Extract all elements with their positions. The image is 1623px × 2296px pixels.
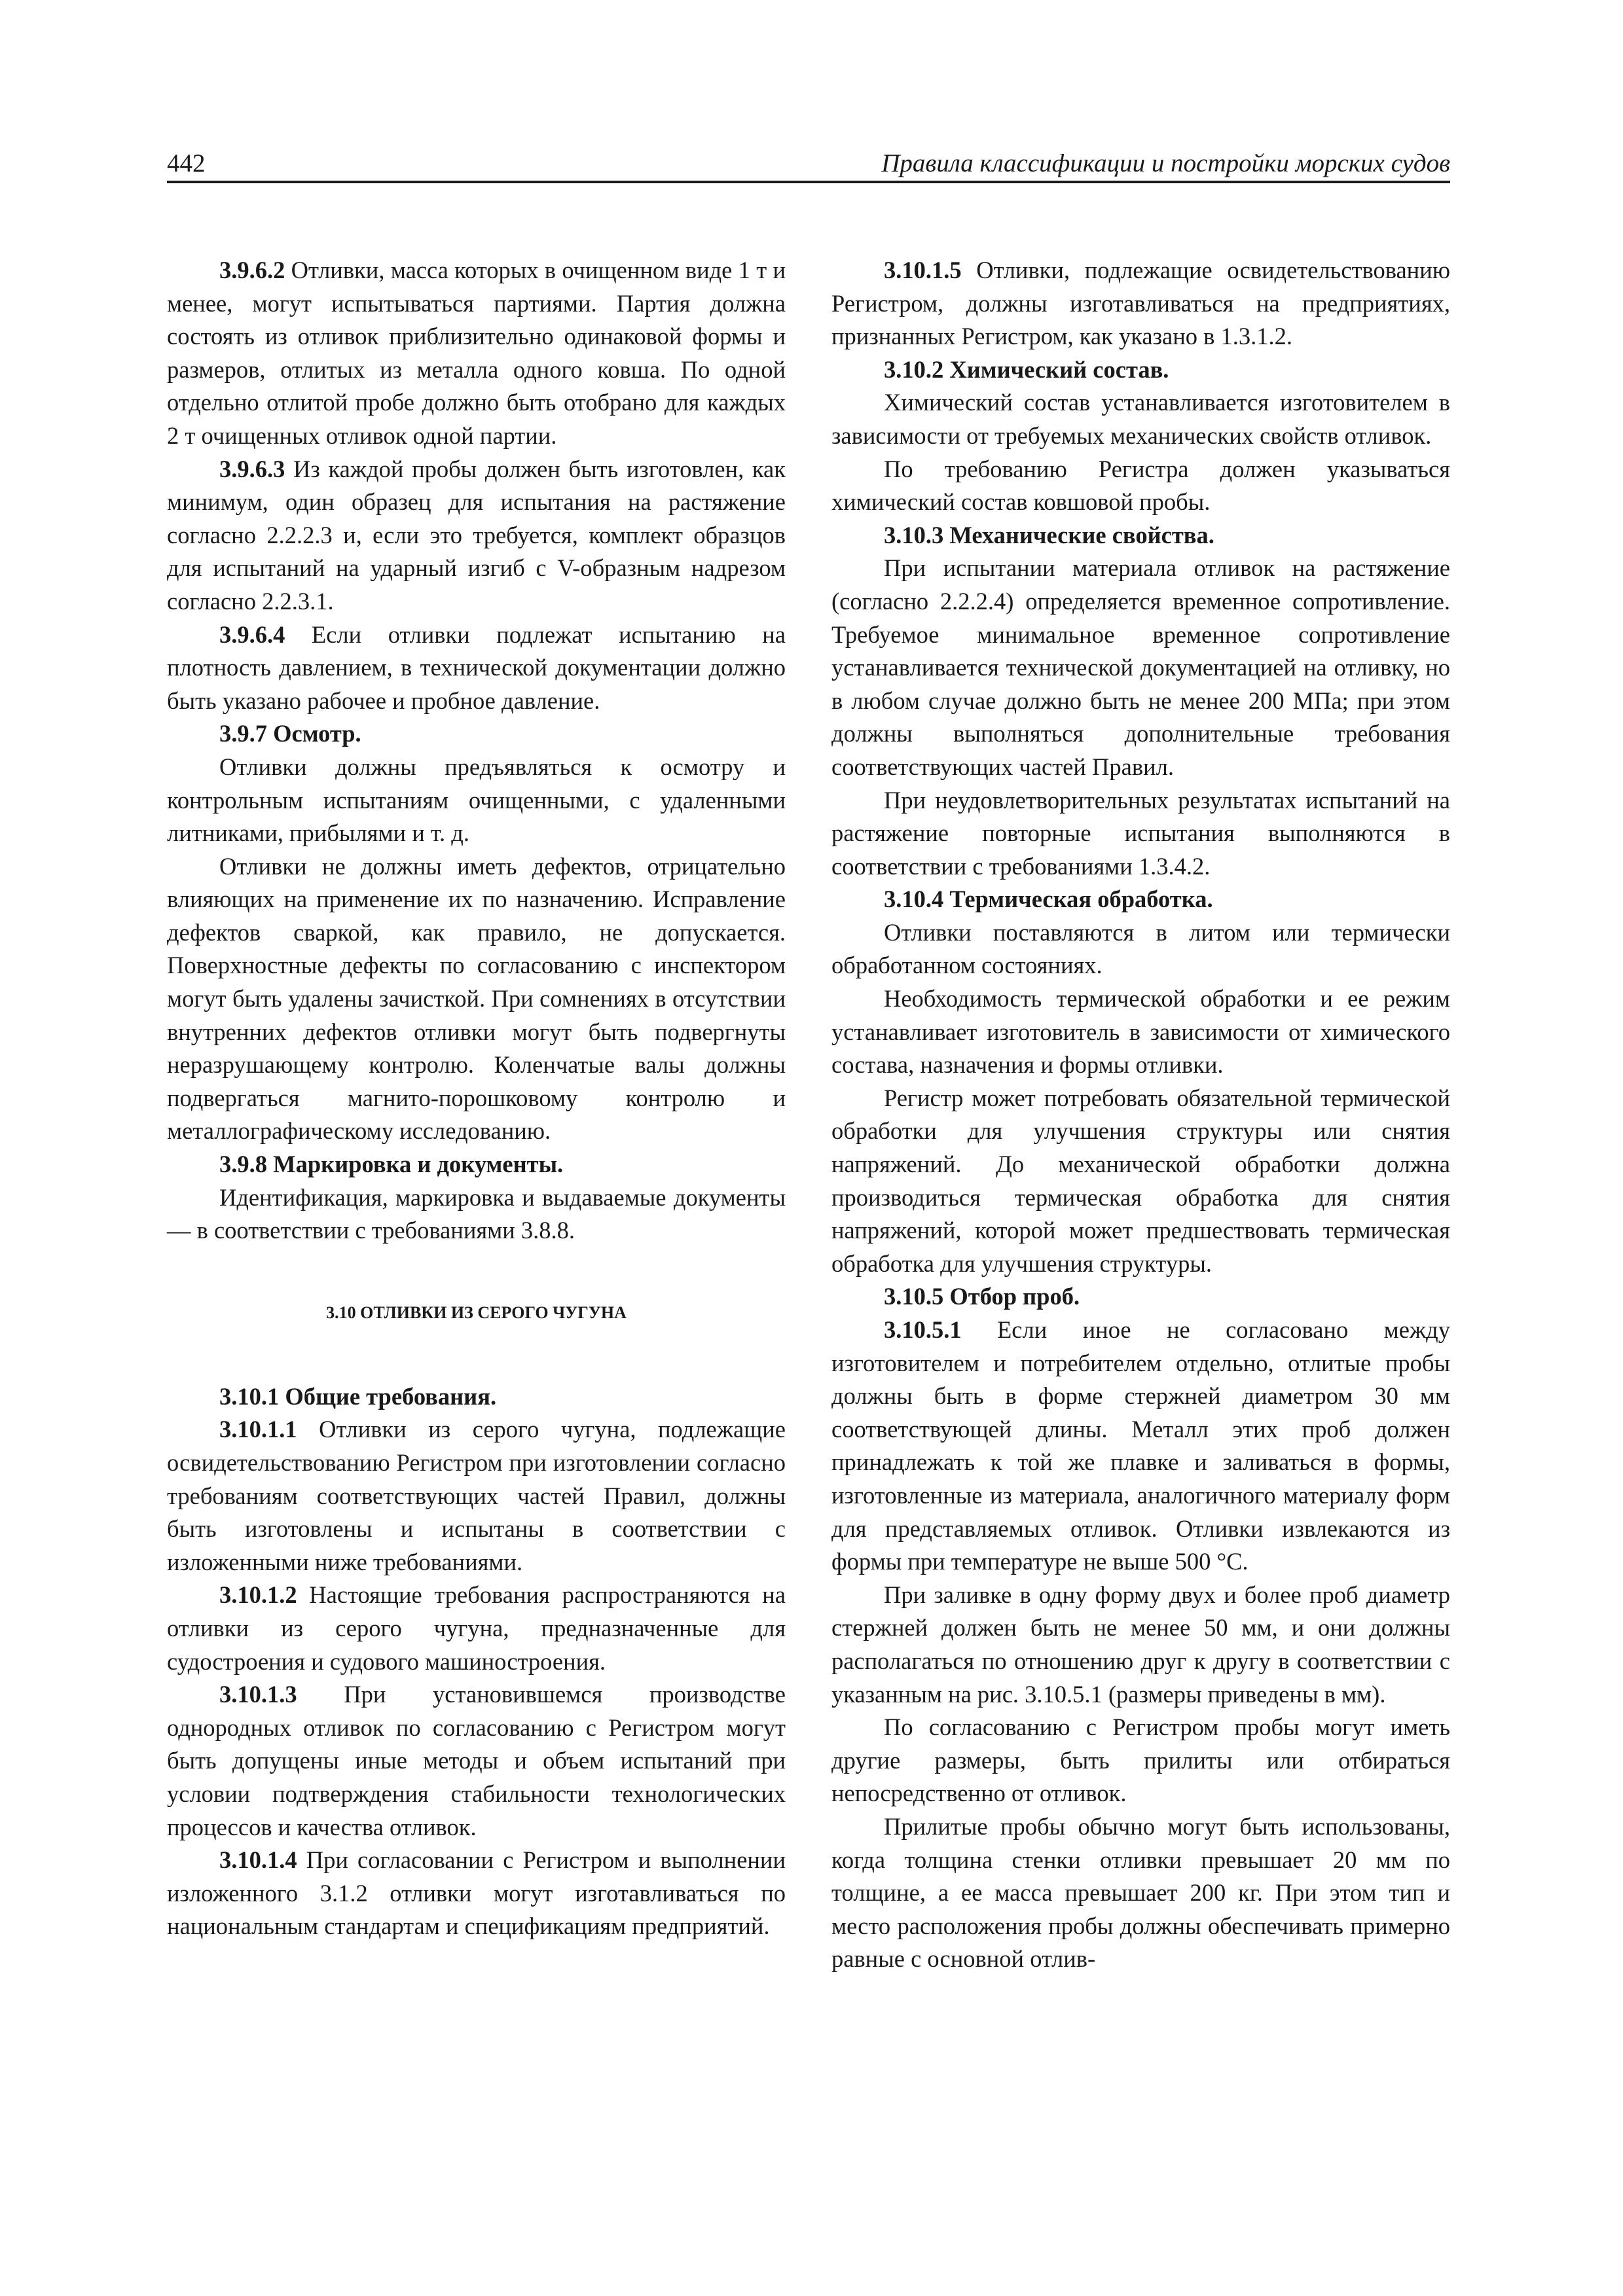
paragraph-text: Если отливки подлежат испытанию на плотность давлением, в технической документации должно быть указано рабочее и пробное давление. — [167, 620, 786, 714]
subsection-heading: 3.9.7 Осмотр. — [219, 720, 361, 747]
clause-number: 3.10.1.5 — [884, 257, 962, 283]
paragraph-text: Отливки из серого чугуна, подлежащие освидетельствованию Регистром при изготовлении согласно требованиям соответствующих частей Правил, должны быть изготовлены и испытаны в соответствии с изложенными ниже требованиями. — [167, 1416, 786, 1575]
subsection-heading: 3.10.3 Механические свойства. — [884, 521, 1214, 548]
paragraph-text: Отливки поставляются в литом или термически обработанном состояниях. — [831, 918, 1450, 979]
paragraph-text: Идентификация, маркировка и выдаваемые документы — в соответствии с требованиями 3.8.8. — [167, 1183, 786, 1244]
paragraph — [167, 254, 786, 453]
paragraph-text: При неудовлетворительных результатах испытаний на растяжение повторные испытания выполняются в соответствии с требованиями 1.3.4.2. — [831, 786, 1450, 880]
subsection-heading: 3.9.8 Маркировка и документы. — [219, 1151, 564, 1178]
paragraph — [167, 1678, 786, 1844]
paragraph — [831, 784, 1450, 884]
clause-number: 3.10.1.4 — [219, 1846, 297, 1874]
paragraph — [167, 1181, 786, 1247]
paragraph — [831, 552, 1450, 783]
paragraph — [167, 850, 786, 1148]
page-number: 442 — [167, 149, 206, 177]
clause-number: 3.9.6.4 — [219, 620, 285, 648]
clause-number: 3.10.1.3 — [219, 1681, 297, 1708]
paragraph — [831, 916, 1450, 982]
paragraph — [167, 1579, 786, 1678]
paragraph-text: При установившемся производстве однородных отливок по согласованию с Регистром могут быть допущены иные методы и объем испытаний при условии подтверждения стабильности технологических процессов и качества отливок. — [167, 1681, 786, 1840]
clause-number: 3.10.5.1 — [884, 1316, 962, 1343]
paragraph-text: Из каждой пробы должен быть изготовлен, как минимум, один образец для испытания на растяжение согласно 2.2.2.3 и, если это требуется, комплект образцов для испытаний на ударный изгиб с V-образным надрезом согласно 2.2.3.1. — [167, 455, 786, 615]
paragraph-text: Регистр может потребовать обязательной термической обработки для улучшения структуры или снятия напряжений. До механической обработки должна производиться термическая обработка для снятия напряжений, которой может предшествовать термическая обработка для улучшения структуры. — [831, 1084, 1450, 1277]
paragraph — [831, 1314, 1450, 1579]
paragraph-text: Отливки должны предъявляться к осмотру и контрольным испытаниям очищенными, с удаленными литниками, прибылями и т. д. — [167, 753, 786, 847]
subsection-heading: 3.10.1 Общие требования. — [219, 1382, 497, 1410]
paragraph-text: Химический состав устанавливается изготовителем в зависимости от требуемых механических свойств отливок. — [831, 389, 1450, 449]
paragraph — [831, 386, 1450, 452]
paragraph — [831, 453, 1450, 519]
left-column — [167, 254, 786, 1943]
paragraph-text: Необходимость термической обработки и ее режим устанавливает изготовитель в зависимости от химического состава, назначения и формы отливки. — [831, 985, 1450, 1079]
section-title: 3.10 ОТЛИВКИ ИЗ СЕРОГО ЧУГУНА — [326, 1302, 627, 1322]
paragraph — [167, 1413, 786, 1579]
paragraph — [831, 1711, 1450, 1810]
paragraph — [831, 1579, 1450, 1711]
paragraph-text: Отливки не должны иметь дефектов, отрицательно влияющих на применение их по назначению. Исправление дефектов сваркой, как правило, не допускается. Поверхностные дефекты по согласованию с инспектором могут быть удалены зачисткой. При сомнениях в отсутствии внутренних дефектов отливки могут быть подвергнуты неразрушающему контролю. Коленчатые валы должны подвергаться магнито-порошковому контролю и металлографическому исследованию. — [167, 852, 786, 1145]
paragraph-text: По требованию Регистра должен указываться химический состав ковшовой пробы. — [831, 455, 1450, 516]
paragraph-text: При заливке в одну форму двух и более проб диаметр стержней должен быть не менее 50 мм, и они должны располагаться по отношению друг к другу в соответствии с указанным на рис. 3.10.5.1 (размеры приведены в мм). — [831, 1581, 1450, 1708]
running-title: Правила классификации и постройки морских судов — [881, 149, 1450, 177]
clause-number: 3.10.1.2 — [219, 1581, 297, 1609]
paragraph — [167, 453, 786, 619]
paragraph-text: Прилитые пробы обычно могут быть использованы, когда толщина стенки отливки превышает 20 мм по толщине, а ее масса превышает 200 кг. При этом тип и место расположения пробы должны обеспечивать примерно равные с основной отлив- — [831, 1812, 1450, 1973]
clause-number: 3.9.6.2 — [219, 257, 285, 283]
paragraph — [831, 1810, 1450, 1976]
paragraph — [167, 619, 786, 718]
header-rule — [167, 181, 1450, 183]
paragraph-text: Отливки, подлежащие освидетельствованию Регистром, должны изготавливаться на предприятиях, признанных Регистром, как указано в 1.3.1.2. — [831, 257, 1450, 350]
paragraph — [831, 982, 1450, 1082]
paragraph — [167, 1844, 786, 1943]
paragraph — [831, 254, 1450, 353]
paragraph-text: При согласовании с Регистром и выполнении изложенного 3.1.2 отливки могут изготавливаться по национальным стандартам и спецификациям предприятий. — [167, 1846, 786, 1940]
right-column — [831, 254, 1450, 1976]
subsection-heading: 3.10.5 Отбор проб. — [884, 1283, 1080, 1310]
paragraph-text: Отливки, масса которых в очищенном виде 1 т и менее, могут испытываться партиями. Партия должна состоять из отливок приблизительно одинаковой формы и размеров, отлитых из металла одного ковша. По одной отдельно отлитой пробе должно быть отобрано для каждых 2 т очищенных отливок одной партии. — [167, 257, 786, 449]
paragraph-text: При испытании материала отливок на растяжение (согласно 2.2.2.4) определяется временное сопротивление. Требуемое минимальное временное сопротивление устанавливается технической документацией на отливку, но в любом случае должно быть не менее 200 МПа; при этом должны выполняться дополнительные требования соответствующих частей Правил. — [831, 554, 1450, 780]
paragraph — [167, 751, 786, 850]
paragraph — [831, 1082, 1450, 1281]
subsection-heading: 3.10.4 Термическая обработка. — [884, 886, 1213, 913]
paragraph-text: Если иное не согласовано между изготовителем и потребителем отдельно, отлитые пробы должны быть в форме стержней диаметром 30 мм соответствующей длины. Металл этих проб должен принадлежать к той же плавке и заливаться в формы, изготовленные из материала, аналогичного материалу форм для представляемых отливок. Отливки извлекаются из формы при температуре не выше 500 °С. — [831, 1316, 1450, 1575]
paragraph-text: По согласованию с Регистром пробы могут иметь другие размеры, быть прилиты или отбираться непосредственно от отливок. — [831, 1713, 1450, 1807]
page-header — [167, 143, 1450, 183]
clause-number: 3.10.1.1 — [219, 1416, 297, 1443]
clause-number: 3.9.6.3 — [219, 455, 285, 482]
subsection-heading: 3.10.2 Химический состав. — [884, 355, 1169, 383]
paragraph-text: Настоящие требования распространяются на отливки из серого чугуна, предназначенные для судостроения и судового машиностроения. — [167, 1581, 786, 1675]
